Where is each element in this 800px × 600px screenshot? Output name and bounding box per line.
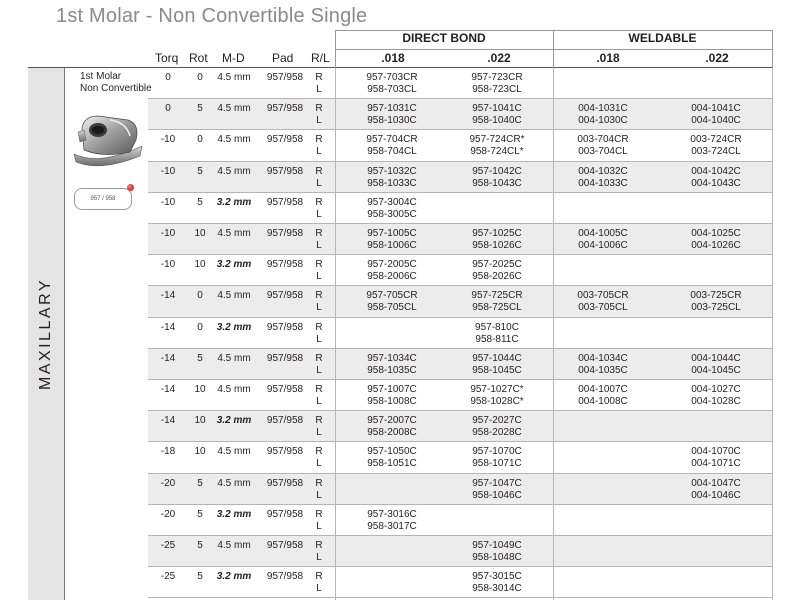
rl-value (312, 322, 326, 346)
part-number-left: 958-1045C (472, 364, 522, 376)
l-label: L (316, 427, 322, 439)
torq-value: -10 (160, 196, 176, 208)
table-row (148, 162, 772, 192)
part-number-right: 004-1047C (691, 477, 741, 489)
part-number-db22 (442, 103, 552, 127)
part-number-left: 958-1071C (472, 458, 522, 470)
table-row (148, 255, 772, 285)
part-number-db22 (442, 446, 552, 470)
rot-value: 5 (197, 352, 203, 364)
rot-value: 10 (194, 446, 206, 458)
torq-value: 0 (165, 72, 171, 83)
part-number-db18 (337, 415, 447, 439)
md-value: 4.5 mm (217, 290, 251, 302)
l-label: L (316, 364, 322, 376)
md-value: 4.5 mm (217, 228, 251, 239)
table-row (148, 505, 772, 535)
part-number-right: 957-1034C (367, 352, 417, 364)
pad-value: 957/958 (266, 477, 304, 489)
rl-value (312, 540, 326, 564)
part-number-right: 957-3016C (367, 508, 417, 520)
l-label: L (316, 489, 322, 501)
r-label: R (315, 571, 323, 583)
part-number-left: 004-1035C (578, 364, 628, 376)
part-number-left: 003-705CL (578, 302, 628, 314)
md-value: 3.2 mm (216, 508, 252, 520)
rot-value: 0 (197, 134, 203, 146)
rl-value (312, 446, 326, 470)
l-label: L (316, 240, 322, 251)
part-number-right: 957-1049C (472, 540, 522, 551)
rot-value: 0 (197, 321, 203, 333)
wd-018-header: .018 (596, 51, 620, 65)
part-number-wd22 (661, 166, 771, 190)
part-number-left: 958-2026C (472, 271, 522, 283)
column-divider (772, 68, 773, 600)
rot-value: 10 (194, 228, 206, 239)
md-value: 3.2 mm (216, 259, 252, 271)
part-number-right: 957-723CR (471, 72, 523, 83)
part-number-right: 957-2027C (472, 415, 522, 427)
part-number-right: 957-1007C (367, 384, 417, 395)
part-number-db18 (337, 353, 447, 377)
part-number-right: 003-725CR (690, 290, 742, 302)
torq-value: 0 (165, 103, 171, 115)
part-number-left: 958-2006C (367, 271, 417, 283)
part-number-left: 958-1006C (367, 240, 417, 251)
rot-value: 5 (197, 196, 203, 208)
torq-value: -10 (160, 228, 176, 239)
md-header: M-D (222, 51, 245, 65)
torq-value: -18 (160, 446, 176, 458)
part-number-right: 957-2005C (367, 259, 417, 271)
r-label: R (315, 384, 323, 395)
l-label: L (316, 396, 322, 407)
part-number-db22 (442, 290, 552, 314)
part-number-wd18 (548, 384, 658, 408)
pad-value: 957/958 (266, 196, 304, 208)
wd-022-header: .022 (705, 51, 729, 65)
part-number-db22 (442, 384, 552, 408)
rl-value (312, 228, 326, 252)
part-number-right: 957-1025C (472, 228, 522, 239)
r-label: R (315, 446, 323, 458)
pad-value: 957/958 (266, 508, 304, 520)
part-number-right: 003-724CR (690, 134, 742, 146)
part-number-left: 004-1008C (578, 396, 628, 407)
part-number-wd22 (661, 353, 771, 377)
part-number-left: 003-704CL (578, 146, 628, 158)
l-label: L (316, 208, 322, 220)
part-number-right: 957-2007C (367, 415, 417, 427)
rl-value (312, 197, 326, 221)
part-number-left: 004-1030C (578, 115, 628, 127)
l-label: L (316, 520, 322, 532)
part-number-db22 (442, 134, 552, 158)
part-number-db18 (337, 290, 447, 314)
part-number-right: 957-1005C (367, 228, 417, 239)
part-number-left: 004-1071C (691, 458, 741, 470)
part-number-db18 (337, 72, 447, 96)
rl-value (312, 571, 326, 595)
pad-value: 957/958 (266, 540, 304, 551)
part-number-left: 004-1045C (691, 364, 741, 376)
part-number-left: 958-704CL (367, 146, 417, 158)
l-label: L (316, 583, 322, 595)
header-right-vrule (772, 30, 773, 68)
part-number-right: 957-3015C (472, 571, 522, 583)
part-number-left: 958-2028C (472, 427, 522, 439)
pad-header: Pad (272, 51, 294, 65)
part-number-left: 958-3014C (472, 583, 522, 595)
column-divider (553, 68, 554, 600)
part-number-right: 957-2025C (472, 259, 522, 271)
torq-value: -14 (160, 290, 176, 302)
rot-value: 5 (197, 540, 203, 551)
rl-header: R/L (311, 51, 330, 65)
rot-value: 5 (197, 165, 203, 177)
part-number-left: 958-1033C (367, 177, 417, 189)
part-number-right: 957-810C (475, 321, 519, 333)
r-label: R (315, 290, 323, 302)
part-number-right: 004-1032C (578, 165, 628, 177)
page-title: 1st Molar - Non Convertible Single (56, 5, 368, 27)
torq-value: -14 (160, 321, 176, 333)
part-number-right: 957-724CR* (469, 134, 525, 146)
part-number-right: 004-1025C (691, 228, 741, 239)
part-number-left: 004-1046C (691, 489, 741, 501)
l-label: L (316, 458, 322, 470)
pad-value: 957/958 (266, 352, 304, 364)
table-row (148, 68, 772, 98)
part-number-db22 (442, 166, 552, 190)
part-number-wd22 (661, 384, 771, 408)
direct-bond-header: DIRECT BOND (402, 31, 486, 45)
part-number-left: 958-3005C (367, 208, 417, 220)
part-number-left: 958-2008C (367, 427, 417, 439)
l-label: L (316, 271, 322, 283)
part-number-wd18 (548, 353, 658, 377)
rl-value (312, 166, 326, 190)
part-number-db22 (442, 228, 552, 252)
part-number-right: 004-1007C (578, 384, 628, 395)
rot-value: 10 (194, 384, 206, 395)
table-row (148, 318, 772, 348)
part-number-db22 (442, 540, 552, 564)
rot-value: 0 (197, 72, 203, 83)
r-label: R (315, 540, 323, 551)
rot-value: 5 (197, 571, 203, 583)
part-number-left: 958-1008C (367, 396, 417, 407)
rl-value (312, 259, 326, 283)
part-number-left: 958-1030C (367, 115, 417, 127)
rot-value: 0 (197, 290, 203, 302)
part-number-right: 957-1044C (472, 352, 522, 364)
maxillary-label: MAXILLARY (37, 277, 54, 391)
rot-value: 5 (197, 103, 203, 115)
rot-header: Rot (189, 51, 208, 65)
r-label: R (315, 415, 323, 427)
part-number-right: 957-704CR (366, 134, 418, 146)
part-number-wd18 (548, 166, 658, 190)
rl-value (312, 134, 326, 158)
molar-tube-icon (70, 110, 148, 172)
md-value: 4.5 mm (217, 477, 251, 489)
pad-badge: 957 / 958 (74, 188, 132, 210)
l-label: L (316, 552, 322, 563)
rot-value: 10 (194, 259, 206, 271)
part-number-left: 958-1040C (472, 115, 522, 127)
rl-value (312, 415, 326, 439)
part-number-left: 958-1048C (472, 552, 522, 563)
db-022-header: .022 (487, 51, 511, 65)
pad-value: 957/958 (266, 259, 304, 271)
part-number-left: 958-1046C (472, 489, 522, 501)
part-number-left: 003-725CL (691, 302, 741, 314)
part-number-left: 004-1006C (578, 240, 628, 251)
part-number-left: 958-1051C (367, 458, 417, 470)
r-label: R (315, 228, 323, 239)
part-number-db18 (337, 384, 447, 408)
part-number-left: 958-723CL (472, 84, 522, 95)
l-label: L (316, 302, 322, 314)
table-row (148, 130, 772, 160)
product-name-line2: Non Convertible (80, 83, 152, 94)
part-number-right: 957-1050C (367, 446, 417, 458)
l-label: L (316, 146, 322, 158)
torq-value: -10 (160, 259, 176, 271)
r-label: R (315, 72, 323, 83)
table-row (148, 474, 772, 504)
torq-value: -25 (160, 540, 176, 551)
md-value: 4.5 mm (217, 72, 251, 83)
pad-value: 957/958 (266, 415, 304, 427)
part-number-db18 (337, 446, 447, 470)
pad-value: 957/958 (266, 165, 304, 177)
part-number-wd18 (548, 290, 658, 314)
pad-value: 957/958 (266, 103, 304, 115)
part-number-right: 004-1027C (691, 384, 741, 395)
part-number-wd22 (661, 228, 771, 252)
table-row (148, 99, 772, 129)
part-number-wd22 (661, 478, 771, 502)
part-number-left: 004-1040C (691, 115, 741, 127)
torq-value: -10 (160, 134, 176, 146)
red-dot-icon (127, 184, 134, 191)
part-number-left: 958-703CL (367, 84, 417, 95)
part-number-db18 (337, 509, 447, 533)
part-number-db22 (442, 571, 552, 595)
r-label: R (315, 477, 323, 489)
part-number-db22 (442, 72, 552, 96)
rot-value: 5 (197, 477, 203, 489)
md-value: 3.2 mm (216, 321, 252, 333)
part-number-db22 (442, 353, 552, 377)
part-number-db18 (337, 197, 447, 221)
pad-value: 957/958 (266, 384, 304, 395)
part-number-right: 004-1042C (691, 165, 741, 177)
table-row (148, 349, 772, 379)
part-number-db18 (337, 166, 447, 190)
pad-value: 957/958 (266, 72, 304, 83)
md-value: 4.5 mm (217, 384, 251, 395)
part-number-right: 957-1070C (472, 446, 522, 458)
rl-value (312, 353, 326, 377)
part-number-right: 957-1027C* (470, 384, 524, 395)
part-number-right: 004-1031C (578, 103, 628, 115)
part-number-left: 958-725CL (472, 302, 522, 314)
torq-value: -20 (160, 508, 176, 520)
rl-value (312, 103, 326, 127)
part-number-db22 (442, 415, 552, 439)
part-number-left: 004-1028C (691, 396, 741, 407)
table-row (148, 536, 772, 566)
part-number-wd22 (661, 134, 771, 158)
r-label: R (315, 259, 323, 271)
part-number-db22 (442, 322, 552, 346)
part-number-db22 (442, 259, 552, 283)
l-label: L (316, 177, 322, 189)
part-number-right: 957-725CR (471, 290, 523, 302)
md-value: 3.2 mm (216, 415, 252, 427)
part-number-wd22 (661, 103, 771, 127)
md-value: 4.5 mm (217, 446, 251, 458)
table-row (148, 411, 772, 441)
part-number-left: 958-1043C (472, 177, 522, 189)
table-row (148, 442, 772, 472)
l-label: L (316, 115, 322, 127)
rot-value: 5 (197, 508, 203, 520)
r-label: R (315, 352, 323, 364)
part-number-db18 (337, 103, 447, 127)
r-label: R (315, 321, 323, 333)
l-label: L (316, 333, 322, 345)
r-label: R (315, 165, 323, 177)
torq-value: -25 (160, 571, 176, 583)
part-number-right: 957-1042C (472, 165, 522, 177)
r-label: R (315, 134, 323, 146)
part-number-right: 957-703CR (366, 72, 418, 83)
pad-value: 957/958 (266, 134, 304, 146)
part-number-left: 003-724CL (691, 146, 741, 158)
l-label: L (316, 84, 322, 95)
part-number-wd18 (548, 103, 658, 127)
pad-value: 957/958 (266, 228, 304, 239)
part-number-left: 958-724CL* (470, 146, 524, 158)
part-number-wd22 (661, 446, 771, 470)
part-number-left: 958-1026C (472, 240, 522, 251)
torq-value: -14 (160, 384, 176, 395)
pad-value: 957/958 (266, 321, 304, 333)
part-number-right: 003-704CR (577, 134, 629, 146)
md-value: 3.2 mm (216, 571, 252, 583)
md-value: 4.5 mm (217, 103, 251, 115)
table-row (148, 286, 772, 316)
torq-value: -10 (160, 165, 176, 177)
md-value: 4.5 mm (217, 134, 251, 146)
md-value: 4.5 mm (217, 540, 251, 551)
part-number-right: 004-1044C (691, 352, 741, 364)
table-row (148, 567, 772, 597)
torq-header: Torq (155, 51, 179, 65)
product-name (80, 71, 152, 95)
md-value: 4.5 mm (217, 165, 251, 177)
pad-value: 957/958 (266, 290, 304, 302)
part-number-right: 004-1005C (578, 228, 628, 239)
part-number-right: 004-1041C (691, 103, 741, 115)
column-divider (335, 68, 336, 600)
row-divider (148, 597, 772, 598)
part-number-right: 957-1032C (367, 165, 417, 177)
md-value: 3.2 mm (216, 196, 252, 208)
part-number-wd18 (548, 228, 658, 252)
pad-value: 957/958 (266, 571, 304, 583)
db-018-header: .018 (381, 51, 405, 65)
rl-value (312, 478, 326, 502)
part-number-left: 958-811C (475, 333, 519, 345)
part-number-db22 (442, 478, 552, 502)
part-number-wd18 (548, 134, 658, 158)
part-number-wd22 (661, 290, 771, 314)
part-number-db18 (337, 259, 447, 283)
torq-value: -14 (160, 415, 176, 427)
md-value: 4.5 mm (217, 352, 251, 364)
table-row (148, 224, 772, 254)
torq-value: -20 (160, 477, 176, 489)
torq-value: -14 (160, 352, 176, 364)
part-number-right: 957-1041C (472, 103, 522, 115)
rl-value (312, 72, 326, 96)
product-name-line1: 1st Molar (80, 71, 122, 82)
weldable-header: WELDABLE (628, 31, 697, 45)
part-number-right: 957-705CR (366, 290, 418, 302)
part-number-left: 004-1043C (691, 177, 741, 189)
part-number-left: 958-705CL (367, 302, 417, 314)
rl-value (312, 384, 326, 408)
rot-value: 10 (194, 415, 206, 427)
rl-value (312, 290, 326, 314)
r-label: R (315, 508, 323, 520)
part-number-right: 957-3004C (367, 196, 417, 208)
part-number-left: 958-1028C* (470, 396, 524, 407)
table-row (148, 193, 772, 223)
part-number-db18 (337, 134, 447, 158)
r-label: R (315, 103, 323, 115)
part-number-right: 957-1031C (367, 103, 417, 115)
part-number-right: 957-1047C (472, 477, 522, 489)
r-label: R (315, 196, 323, 208)
part-number-right: 003-705CR (577, 290, 629, 302)
part-number-left: 004-1026C (691, 240, 741, 251)
rl-value (312, 509, 326, 533)
part-number-db18 (337, 228, 447, 252)
part-number-right: 004-1070C (691, 446, 741, 458)
table-row (148, 380, 772, 410)
pad-value: 957/958 (266, 446, 304, 458)
part-number-left: 004-1033C (578, 177, 628, 189)
part-number-left: 958-3017C (367, 520, 417, 532)
part-number-left: 958-1035C (367, 364, 417, 376)
part-number-right: 004-1034C (578, 352, 628, 364)
